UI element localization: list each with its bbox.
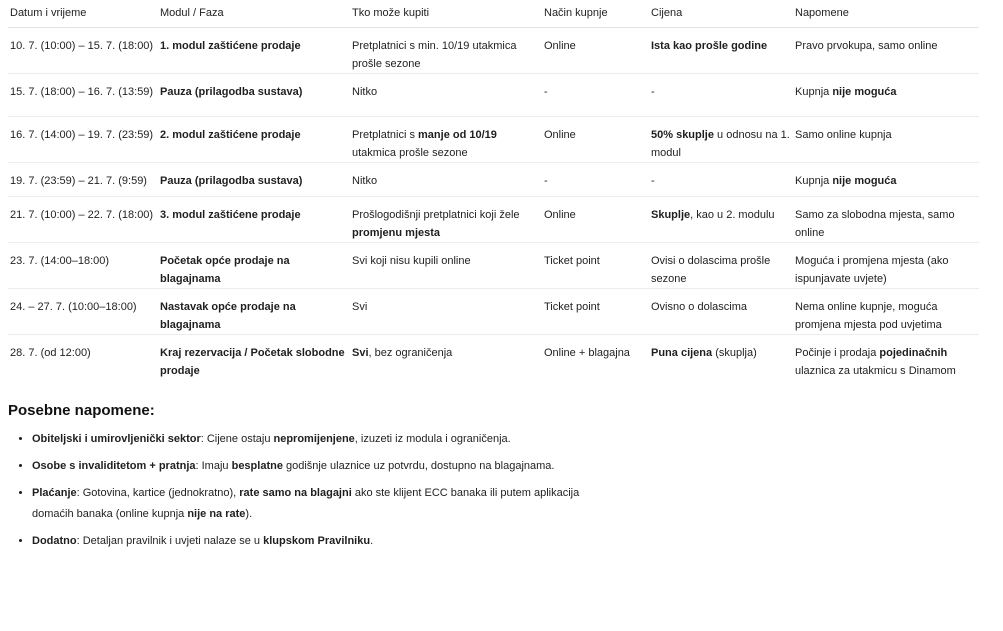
text: (skuplja) <box>712 347 757 359</box>
bold-text: Pauza (prilagodba sustava) <box>160 86 303 98</box>
bold-text: Nastavak opće prodaje na blagajnama <box>160 301 296 331</box>
cell-method <box>542 117 649 163</box>
text: ako ste klijent ECC banaka ili putem aplikacija domaćih banaka (online kupnja <box>32 487 580 520</box>
header-notes: Napomene <box>793 0 979 28</box>
header-method: Način kupnje <box>542 0 649 28</box>
header-price: Cijena <box>649 0 793 28</box>
text: Pravo prvokupa, samo online <box>795 40 938 52</box>
text: Svi <box>352 301 368 313</box>
text: : Gotovina, kartice (jednokratno), <box>76 487 240 499</box>
cell-notes <box>793 74 979 117</box>
cell-method <box>542 335 649 381</box>
cell-notes <box>793 243 979 289</box>
table-row <box>8 289 979 335</box>
text: : Detaljan pravilnik i uvjeti nalaze se u <box>76 535 264 547</box>
cell-method <box>542 197 649 243</box>
text: Kupnja <box>795 175 833 187</box>
bold-text: 1. modul zaštićene prodaje <box>160 40 301 52</box>
cell-module <box>158 163 350 197</box>
special-notes-section <box>8 402 979 552</box>
cell-notes <box>793 197 979 243</box>
bold-text: Ista kao prošle godine <box>651 40 768 52</box>
cell-date <box>8 197 158 243</box>
cell-module <box>158 117 350 163</box>
bold-text: Plaćanje <box>32 487 77 499</box>
text: - <box>651 86 655 98</box>
bold-text: Kraj rezervacija / Početak slobodne prodaje <box>160 347 345 377</box>
text: Online <box>544 129 576 141</box>
text: Kupnja <box>795 86 833 98</box>
text: Nitko <box>352 86 378 98</box>
cell-price <box>649 289 793 335</box>
text: Samo online kupnja <box>795 129 892 141</box>
cell-module <box>158 28 350 74</box>
text: : Imaju <box>195 460 232 472</box>
ticket-sales-table <box>8 0 979 380</box>
bold-text: besplatne <box>231 460 283 472</box>
cell-module <box>158 74 350 117</box>
bold-text: 3. modul zaštićene prodaje <box>160 209 301 221</box>
bold-text: nije moguća <box>832 86 897 98</box>
cell-who <box>350 163 542 197</box>
cell-who <box>350 117 542 163</box>
cell-price <box>649 74 793 117</box>
cell-price <box>649 117 793 163</box>
cell-date <box>8 74 158 117</box>
text: Online <box>544 209 576 221</box>
bold-text: Početak opće prodaje na blagajnama <box>160 255 290 285</box>
bold-text: 2. modul zaštićene prodaje <box>160 129 301 141</box>
cell-who <box>350 197 542 243</box>
cell-method <box>542 243 649 289</box>
cell-module <box>158 197 350 243</box>
table-row <box>8 28 979 74</box>
table-row <box>8 163 979 197</box>
text: - <box>544 86 548 98</box>
bold-text: Osobe s invaliditetom + pratnja <box>32 460 196 472</box>
text: Pretplatnici s <box>352 129 419 141</box>
text: , bez ograničenja <box>368 347 453 359</box>
bold-text: Svi <box>352 347 369 359</box>
cell-notes <box>793 335 979 381</box>
header-date: Datum i vrijeme <box>8 0 158 28</box>
cell-method <box>542 28 649 74</box>
table-row <box>8 74 979 117</box>
text: 15. 7. (18:00) – 16. 7. (13:59) <box>10 86 154 98</box>
bold-text: Obiteljski i umirovljenički sektor <box>32 433 201 445</box>
cell-notes <box>793 163 979 197</box>
cell-module <box>158 335 350 381</box>
text: utakmica prošle sezone <box>352 147 468 159</box>
cell-who <box>350 28 542 74</box>
text: - <box>651 175 655 187</box>
text: : Cijene ostaju <box>200 433 274 445</box>
text: , izuzeti iz modula i ograničenja. <box>354 433 511 445</box>
cell-notes <box>793 289 979 335</box>
special-notes-title: Posebne napomene: <box>8 402 155 419</box>
table-row <box>8 117 979 163</box>
header-module: Modul / Faza <box>158 0 350 28</box>
cell-date <box>8 28 158 74</box>
text: 19. 7. (23:59) – 21. 7. (9:59) <box>10 175 147 187</box>
cell-who <box>350 289 542 335</box>
text: , kao u 2. modulu <box>690 209 775 221</box>
cell-date <box>8 289 158 335</box>
bold-text: 50% skuplje <box>651 129 714 141</box>
cell-date <box>8 243 158 289</box>
bold-text: Puna cijena <box>651 347 713 359</box>
cell-method <box>542 289 649 335</box>
cell-method <box>542 163 649 197</box>
cell-date <box>8 117 158 163</box>
table-row <box>8 243 979 289</box>
cell-module <box>158 289 350 335</box>
text: Svi koji nisu kupili online <box>352 255 471 267</box>
header-who: Tko može kupiti <box>350 0 542 28</box>
text: Moguća i promjena mjesta (ako ispunjavate uvjete) <box>795 255 949 285</box>
note-item <box>32 456 592 477</box>
text: Ticket point <box>544 301 600 313</box>
text: Nema online kupnje, moguća promjena mjesta pod uvjetima <box>795 301 942 331</box>
cell-date <box>8 335 158 381</box>
cell-price <box>649 243 793 289</box>
cell-price <box>649 163 793 197</box>
note-item <box>32 483 592 525</box>
table-row <box>8 197 979 243</box>
text: Online <box>544 40 576 52</box>
bold-text: pojedinačnih <box>879 347 948 359</box>
cell-date <box>8 163 158 197</box>
cell-module <box>158 243 350 289</box>
cell-price <box>649 28 793 74</box>
text: 10. 7. (10:00) – 15. 7. (18:00) <box>10 40 154 52</box>
text: 16. 7. (14:00) – 19. 7. (23:59) <box>10 129 154 141</box>
note-item <box>32 531 592 552</box>
text: ). <box>245 508 253 520</box>
cell-method <box>542 74 649 117</box>
text: 21. 7. (10:00) – 22. 7. (18:00) <box>10 209 154 221</box>
bold-text: promjenu mjesta <box>352 227 441 239</box>
cell-who <box>350 74 542 117</box>
text: ulaznica za utakmicu s Dinamom <box>795 365 956 377</box>
cell-price <box>649 335 793 381</box>
bold-text: nepromijenjene <box>273 433 355 445</box>
text: u odnosu na 1. modul <box>651 129 790 159</box>
text: Online + blagajna <box>544 347 630 359</box>
cell-who <box>350 335 542 381</box>
cell-notes <box>793 117 979 163</box>
text: godišnje ulaznice uz potvrdu, dostupno na blagajnama. <box>282 460 555 472</box>
text: Pretplatnici s min. 10/19 utakmica prošle sezone <box>352 40 517 70</box>
bold-text: Pauza (prilagodba sustava) <box>160 175 303 187</box>
text: . <box>370 535 374 547</box>
bold-text: klupskom Pravilniku <box>263 535 371 547</box>
cell-who <box>350 243 542 289</box>
bold-text: rate samo na blagajni <box>239 487 352 499</box>
text: 23. 7. (14:00–18:00) <box>10 255 110 267</box>
text: 24. – 27. 7. (10:00–18:00) <box>10 301 137 313</box>
note-item <box>32 429 592 450</box>
bold-text: nije na rate <box>187 508 246 520</box>
text: 28. 7. (od 12:00) <box>10 347 91 359</box>
table-header-row <box>8 0 979 28</box>
cell-price <box>649 197 793 243</box>
bold-text: Skuplje <box>651 209 691 221</box>
bold-text: manje od 10/19 <box>418 129 497 141</box>
text: Samo za slobodna mjesta, samo online <box>795 209 955 239</box>
text: Ovisi o dolascima prošle sezone <box>651 255 771 285</box>
text: Prošlogodišnji pretplatnici koji žele <box>352 209 520 221</box>
bold-text: nije moguća <box>832 175 897 187</box>
table-row <box>8 335 979 381</box>
text: Nitko <box>352 175 378 187</box>
bold-text: Dodatno <box>32 535 77 547</box>
text: Počinje i prodaja <box>795 347 880 359</box>
table-body <box>8 28 979 381</box>
special-notes-list <box>8 429 592 552</box>
text: Ovisno o dolascima <box>651 301 747 313</box>
text: Ticket point <box>544 255 600 267</box>
cell-notes <box>793 28 979 74</box>
text: - <box>544 175 548 187</box>
